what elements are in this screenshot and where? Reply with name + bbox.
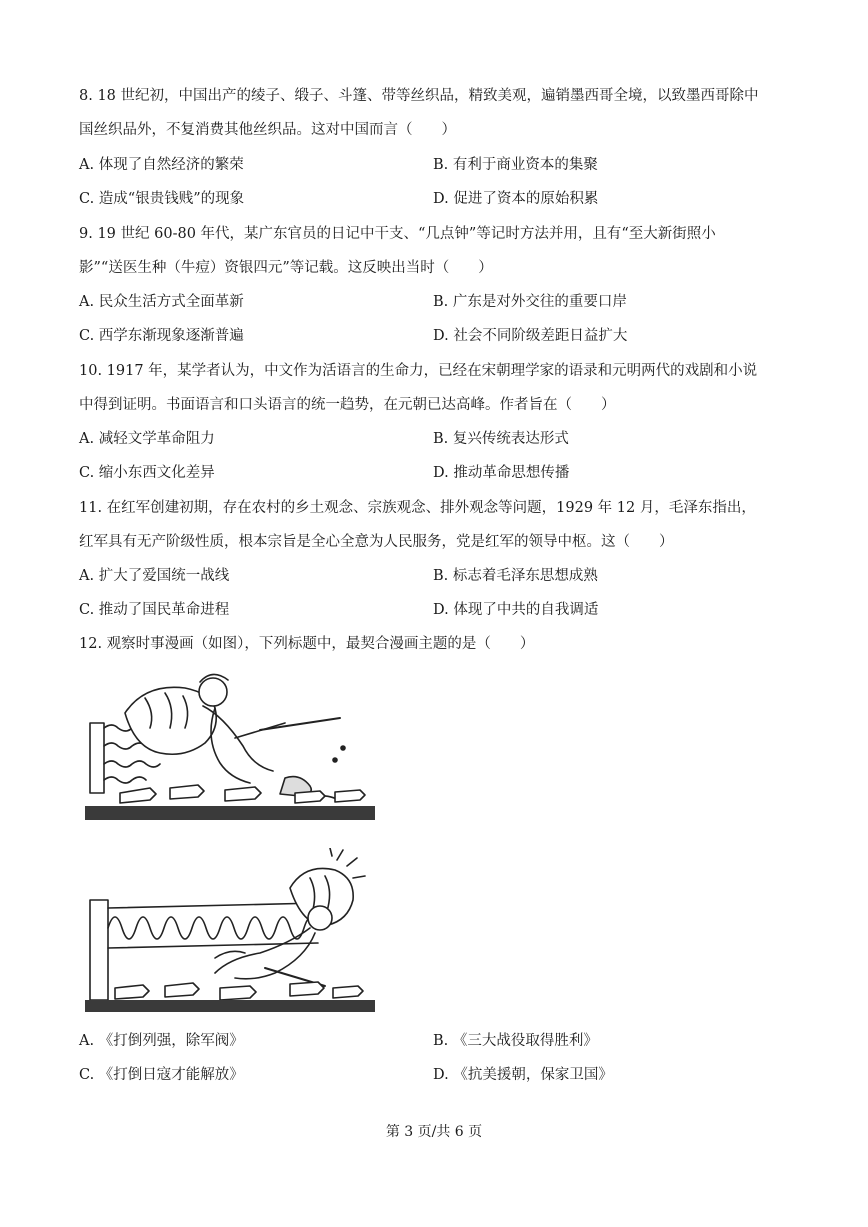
question-10-option-a: A. 减轻文学革命阻力 xyxy=(79,431,215,447)
question-11-option-b: B. 标志着毛泽东思想成熟 xyxy=(433,568,598,584)
question-12-option-b: B. 《三大战役取得胜利》 xyxy=(433,1033,598,1049)
question-12-stem: 12. 观察时事漫画（如图），下列标题中，最契合漫画主题的是（ ） xyxy=(79,636,535,652)
question-8-option-d: D. 促进了资本的原始积累 xyxy=(433,191,599,207)
question-9-stem-line-2: 影”“送医生种（牛痘）资银四元”等记载。这反映出当时（ ） xyxy=(79,260,493,276)
question-8-option-b: B. 有利于商业资本的集聚 xyxy=(433,157,598,173)
question-9-stem-line-1: 9. 19 世纪 60-80 年代，某广东官员的日记中干支、“几点钟”等记时方法并用，且有“至大新街照小 xyxy=(79,226,716,242)
cartoon-ground-1 xyxy=(85,806,375,820)
question-11-stem-line-2: 红军具有无产阶级性质，根本宗旨是全心全意为人民服务，党是红军的领导中枢。这（ ） xyxy=(79,534,674,550)
question-9-option-c: C. 西学东渐现象逐渐普遍 xyxy=(79,328,244,344)
cartoon-ground-2 xyxy=(85,1000,375,1012)
question-11-option-a: A. 扩大了爱国统一战线 xyxy=(79,568,230,584)
question-11-option-c: C. 推动了国民革命进程 xyxy=(79,602,230,618)
question-10-option-b: B. 复兴传统表达形式 xyxy=(433,431,569,447)
question-12-option-c: C. 《打倒日寇才能解放》 xyxy=(79,1067,244,1083)
question-9-option-d: D. 社会不同阶级差距日益扩大 xyxy=(433,328,628,344)
question-11-option-d: D. 体现了中共的自我调适 xyxy=(433,602,599,618)
question-10-option-d: D. 推动革命思想传播 xyxy=(433,465,570,481)
question-8-option-a: A. 体现了自然经济的繁荣 xyxy=(79,157,244,173)
question-12-option-a: A. 《打倒列强，除军阀》 xyxy=(79,1033,244,1049)
question-12-option-d: D. 《抗美援朝，保家卫国》 xyxy=(433,1067,613,1083)
question-9-option-a: A. 民众生活方式全面革新 xyxy=(79,294,244,310)
page-number-footer: 第 3 页/共 6 页 xyxy=(385,1124,483,1140)
question-8-stem-line-1: 8. 18 世纪初，中国出产的绫子、缎子、斗篷、带等丝织品，精致美观，遍销墨西哥全境，以致墨西哥除中 xyxy=(79,88,759,104)
question-8-option-c: C. 造成“银贵钱贱”的现象 xyxy=(79,191,245,207)
question-9-option-b: B. 广东是对外交往的重要口岸 xyxy=(433,294,627,310)
question-10-option-c: C. 缩小东西文化差异 xyxy=(79,465,215,481)
cartoon-panel-1 xyxy=(85,668,375,823)
question-11-stem-line-1: 11. 在红军创建初期，存在农村的乡土观念、宗族观念、排外观念等问题，1929 年 12 月，毛泽东指出， xyxy=(79,500,756,516)
question-10-stem-line-2: 中得到证明。书面语言和口头语言的统一趋势，在元朝已达高峰。作者旨在（ ） xyxy=(79,397,616,413)
question-10-stem-line-1: 10. 1917 年，某学者认为，中文作为活语言的生命力，已经在宋朝理学家的语录和元明两代的戏剧和小说 xyxy=(79,363,758,379)
question-8-stem-line-2: 国丝织品外，不复消费其他丝织品。这对中国而言（ ） xyxy=(79,122,456,138)
cartoon-panel-2 xyxy=(85,848,375,1016)
